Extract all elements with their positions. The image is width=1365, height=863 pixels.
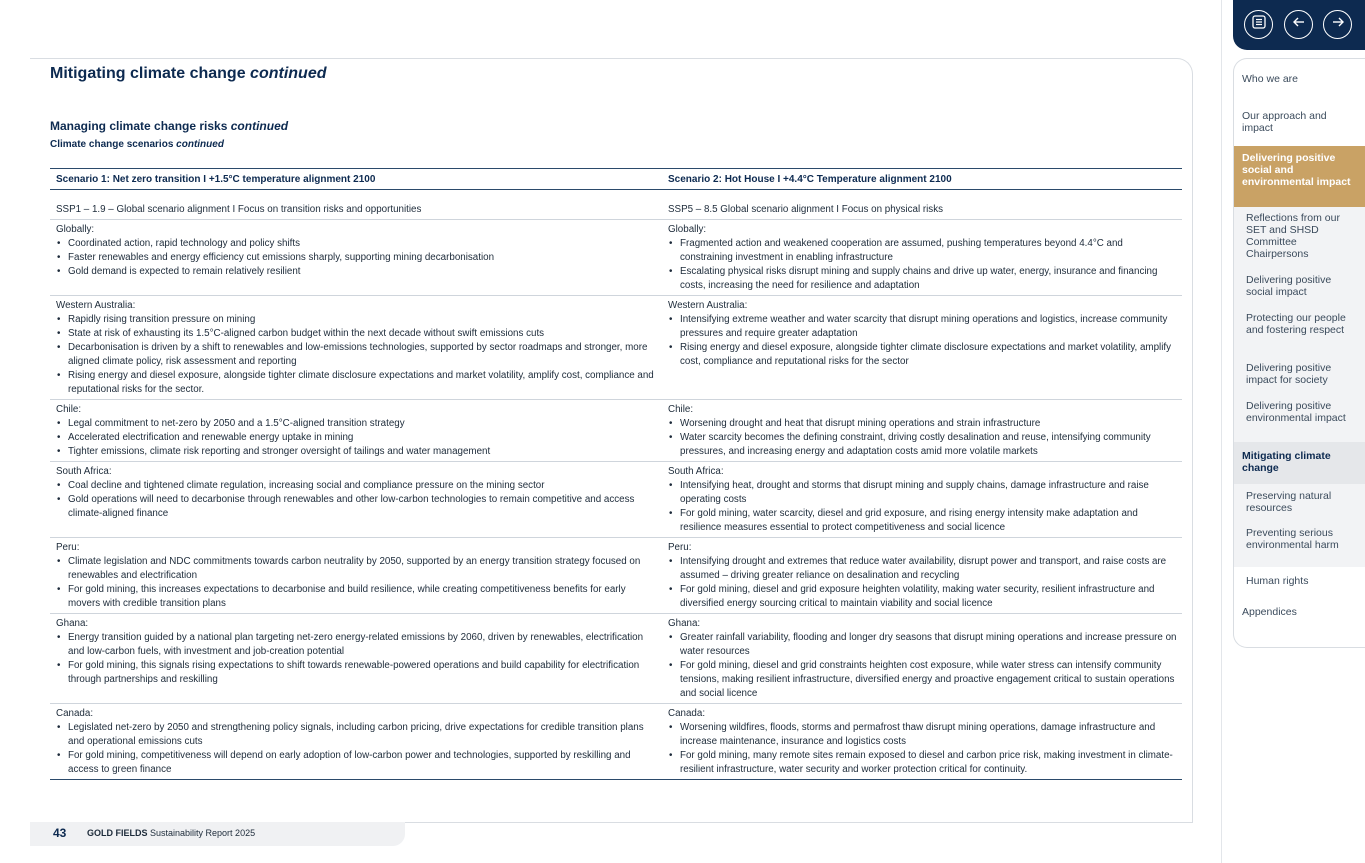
table-row	[50, 614, 1182, 704]
bullet-item: • Intensifying heat, drought and storms that disrupt mining and supply chains, damage infrastructure and raise operating costs	[668, 479, 1178, 507]
bullet-list	[56, 631, 658, 687]
nav-item-environmental-harm[interactable]: Preventing serious environmental harm	[1246, 527, 1339, 551]
region-label: Peru:	[668, 542, 692, 553]
bullet-item: • For gold mining, this increases expectations to decarbonise and build resilience, while creating competitiveness benefits for early movers with credible transition plans	[56, 583, 658, 611]
bullet-item: • Tighter emissions, climate risk reporting and stronger oversight of tailings and water management	[56, 445, 658, 459]
table-cell-left	[50, 400, 662, 461]
region-label: Globally:	[668, 224, 707, 235]
scenario-2-header: Scenario 2: Hot House I +4.4°C Temperature alignment 2100	[668, 173, 952, 185]
ssp-left: SSP1 – 1.9 – Global scenario alignment I Focus on transition risks and opportunities	[56, 204, 422, 215]
nav-item-mitigating-climate-change[interactable]: Mitigating climate change	[1234, 442, 1365, 484]
nav-item-delivering-positive-impact[interactable]: Delivering positive social and environmental impact	[1234, 146, 1365, 207]
bullet-list	[56, 479, 658, 521]
bullet-list	[668, 721, 1178, 777]
nav-item-human-rights[interactable]: Human rights	[1246, 575, 1309, 587]
bullet-item: • For gold mining, competitiveness will depend on early adoption of low-carbon power and technologies, supported by reskilling and access to green finance	[56, 749, 658, 777]
bullet-item: • Worsening wildfires, floods, storms and permafrost thaw disrupt mining operations, damage infrastructure and increase maintenance, insurance and logistics costs	[668, 721, 1178, 749]
bullet-item: • For gold mining, water scarcity, diesel and grid exposure, and rising energy intensity make adaptation and resilience measures essential to protect competitiveness and social licence	[668, 507, 1178, 535]
bullet-item: • Legal commitment to net-zero by 2050 and a 1.5°C-aligned transition strategy	[56, 417, 658, 431]
table-row	[50, 462, 1182, 538]
table-cell-right	[662, 538, 1182, 613]
contents-button[interactable]	[1244, 10, 1273, 39]
nav-item-impact-society[interactable]: Delivering positive impact for society	[1246, 362, 1332, 386]
arrow-right-icon	[1330, 14, 1346, 35]
region-label: Ghana:	[668, 618, 701, 629]
bullet-item: • Rising energy and diesel exposure, alongside tighter climate disclosure expectations and market volatility, amplify cost, compliance and reputational risks for the sector	[668, 341, 1178, 369]
region-label: Western Australia:	[56, 300, 136, 311]
bullet-item: • Greater rainfall variability, flooding and longer dry seasons that disrupt mining operations and increase pressure on water resources	[668, 631, 1178, 659]
bullet-item: • Rising energy and diesel exposure, alongside tighter climate disclosure expectations and market volatility, amplify cost, compliance and reputational risks for the sector.	[56, 369, 658, 397]
bullet-item: • Faster renewables and energy efficiency cut emissions sharply, supporting mining decarbonisation	[56, 251, 658, 265]
bullet-list	[56, 555, 658, 611]
bullet-item: • Gold operations will need to decarbonise through renewables and other low-carbon technologies to remain competitive and access climate-aligned finance	[56, 493, 658, 521]
table-cell-left	[50, 462, 662, 537]
region-label: Chile:	[56, 404, 82, 415]
back-button[interactable]	[1284, 10, 1313, 39]
bullet-list	[56, 313, 658, 397]
bullet-item: • Fragmented action and weakened cooperation are assumed, pushing temperatures beyond 4.4°C and constraining investment in enabling infrastructure	[668, 237, 1178, 265]
nav-item-appendices[interactable]: Appendices	[1242, 606, 1297, 618]
region-label: Canada:	[668, 708, 706, 719]
bullet-item: • Climate legislation and NDC commitments towards carbon neutrality by 2050, supported by an energy transition strategy focused on renewables and electrification	[56, 555, 658, 583]
nav-top-bar	[1233, 0, 1365, 50]
bullet-item: • Decarbonisation is driven by a shift to renewables and low-emissions technologies, supported by sector roadmaps and stronger, more aligned climate policy, risk assessment and reporting	[56, 341, 658, 369]
table-cell-right	[662, 400, 1182, 461]
table-row	[50, 220, 1182, 296]
bullet-list	[56, 417, 658, 459]
section-title: Managing climate change risks continued	[50, 119, 289, 133]
bullet-item: • Legislated net-zero by 2050 and strengthening policy signals, including carbon pricing, drive expectations for credible transition plans and operational emissions cuts	[56, 721, 658, 749]
bullet-item: • Worsening drought and heat that disrupt mining operations and strain infrastructure	[668, 417, 1178, 431]
bullet-item: • State at risk of exhausting its 1.5°C-aligned carbon budget within the next decade without swift emissions cuts	[56, 327, 658, 341]
bullet-list	[668, 631, 1178, 701]
bullet-list	[668, 555, 1178, 611]
ssp-row	[50, 190, 1182, 220]
region-label: South Africa:	[668, 466, 724, 477]
table-cell-right	[662, 614, 1182, 703]
bullet-item: • Escalating physical risks disrupt mining and supply chains and drive up water, energy, insurance and financing costs, increasing the need for resilience and adaptation	[668, 265, 1178, 293]
page-title: Mitigating climate change continued	[50, 65, 327, 82]
table-cell-left	[50, 220, 662, 295]
bullet-item: • Gold demand is expected to remain relatively resilient	[56, 265, 658, 279]
bullet-item: • Intensifying drought and extremes that reduce water availability, disrupt power and transport, and raise costs are assumed – driving greater reliance on desalination and recycling	[668, 555, 1178, 583]
region-label: Western Australia:	[668, 300, 748, 311]
bullet-item: • Rapidly rising transition pressure on mining	[56, 313, 658, 327]
bullet-item: • Accelerated electrification and renewable energy uptake in mining	[56, 431, 658, 445]
table-cell-left	[50, 538, 662, 613]
table-cell-left	[50, 296, 662, 399]
bullet-list	[668, 417, 1178, 459]
bullet-list	[668, 313, 1178, 369]
nav-item-who-we-are[interactable]: Who we are	[1242, 73, 1299, 85]
nav-item-reflections[interactable]: Reflections from our SET and SHSD Committee Chairpersons	[1246, 212, 1340, 260]
table-cell-right	[662, 462, 1182, 537]
region-label: Peru:	[56, 542, 80, 553]
bullet-item: • Water scarcity becomes the defining constraint, driving costly desalination and reuse, intensifying community pressures, and increasing energy and adaptation costs amid more volatile markets	[668, 431, 1178, 459]
region-label: Chile:	[668, 404, 694, 415]
forward-button[interactable]	[1323, 10, 1352, 39]
page-number: 43	[53, 826, 67, 840]
bullet-item: • For gold mining, diesel and grid exposure heighten volatility, making water security, resilient infrastructure and diversified energy sourcing critical to maintain viability and social licence	[668, 583, 1178, 611]
table-header-row	[50, 168, 1182, 190]
table-cell-right	[662, 704, 1182, 779]
nav-item-environmental-impact[interactable]: Delivering positive environmental impact	[1246, 400, 1346, 424]
table-body	[50, 220, 1182, 780]
nav-item-natural-resources[interactable]: Preserving natural resources	[1246, 490, 1332, 514]
table-cell-left	[50, 704, 662, 779]
footer-report-title: GOLD FIELDS Sustainability Report 2025	[87, 828, 256, 838]
bullet-item: • Intensifying extreme weather and water scarcity that disrupt mining operations and logistics, increase community pressures and require greater adaptation	[668, 313, 1178, 341]
bullet-item: • Coordinated action, rapid technology and policy shifts	[56, 237, 658, 251]
bullet-list	[56, 721, 658, 777]
table-cell-right	[662, 220, 1182, 295]
bullet-item: • Coal decline and tightened climate regulation, increasing social and compliance pressure on the mining sector	[56, 479, 658, 493]
nav-divider	[1221, 0, 1222, 863]
table-row	[50, 400, 1182, 462]
bullet-item: • For gold mining, many remote sites remain exposed to diesel and carbon price risk, making investment in climate-resilient infrastructure, water security and worker protection critical for continuity.	[668, 749, 1178, 777]
region-label: Globally:	[56, 224, 95, 235]
region-label: Ghana:	[56, 618, 89, 629]
table-cell-right	[662, 296, 1182, 399]
scenarios-table	[50, 168, 1182, 780]
table-cell-left	[50, 614, 662, 703]
bullet-item: • Energy transition guided by a national plan targeting net-zero energy-related emissions by 2060, driven by renewables, electrification and low-carbon fuels, with investment and job-creation potential	[56, 631, 658, 659]
nav-item-our-approach[interactable]: Our approach and impact	[1242, 110, 1327, 134]
subsection-title: Climate change scenarios continued	[50, 139, 224, 150]
nav-item-protecting-people[interactable]: Protecting our people and fostering respect	[1246, 312, 1346, 336]
list-icon	[1251, 14, 1267, 35]
nav-item-social-impact[interactable]: Delivering positive social impact	[1246, 274, 1332, 298]
region-label: South Africa:	[56, 466, 112, 477]
bullet-list	[668, 237, 1178, 293]
table-row	[50, 704, 1182, 780]
bullet-list	[668, 479, 1178, 535]
bullet-item: • For gold mining, this signals rising expectations to shift towards renewable-powered operations and build capability for electrification through partnerships and reskilling	[56, 659, 658, 687]
table-row	[50, 538, 1182, 614]
table-row	[50, 296, 1182, 400]
ssp-right: SSP5 – 8.5 Global scenario alignment I Focus on physical risks	[668, 204, 943, 215]
region-label: Canada:	[56, 708, 94, 719]
arrow-left-icon	[1291, 14, 1307, 35]
bullet-item: • For gold mining, diesel and grid constraints heighten cost exposure, while water stress can intensify community tensions, making resilient infrastructure, diversified energy and proactive engagement critical to sustain operations and social licence	[668, 659, 1178, 701]
scenario-1-header: Scenario 1: Net zero transition I +1.5°C temperature alignment 2100	[56, 173, 376, 185]
bullet-list	[56, 237, 658, 279]
